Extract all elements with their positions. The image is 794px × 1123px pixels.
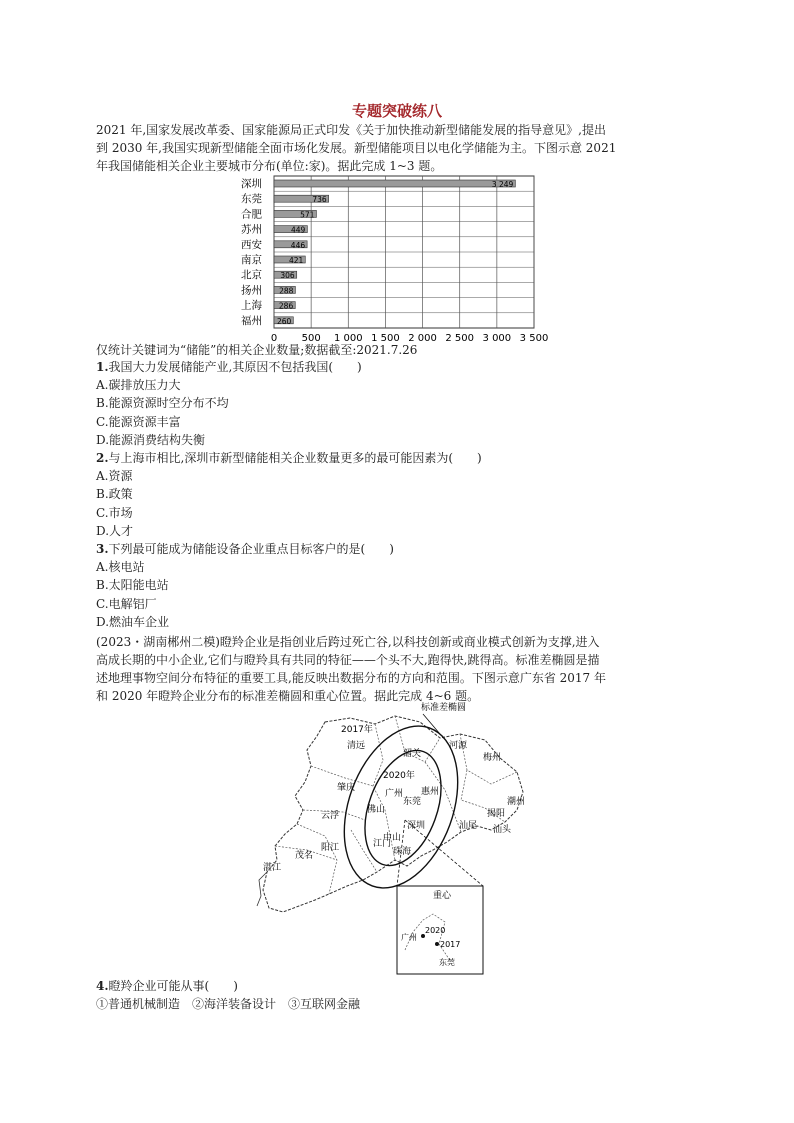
answer-option: C.能源资源丰富	[96, 414, 181, 429]
city-label: 茂名	[295, 851, 314, 861]
answer-option: D.能源消费结构失衡	[96, 432, 206, 447]
category-label: 西安	[241, 238, 262, 251]
inset-city-dongguan: 东莞	[439, 958, 455, 967]
city-label: 清远	[347, 741, 366, 751]
category-label: 苏州	[241, 223, 262, 236]
question-4-stem: 瞪羚企业可能从事( )	[108, 979, 238, 993]
answer-option: B.能源资源时空分布不均	[96, 396, 229, 411]
question-number: 1.	[96, 360, 109, 374]
bar-value-label: 306	[280, 271, 295, 281]
city-label: 东莞	[403, 797, 422, 807]
intro-paragraph-2-line-2: 高成长期的中小企业,它们与瞪羚具有共同的特征——个头不大,跑得快,跳得高。标准差椭圆是描	[96, 653, 600, 667]
city-label: 阳江	[321, 843, 340, 853]
city-label: 江门	[373, 839, 392, 849]
bar-value-label: 286	[278, 301, 294, 311]
city-label: 佛山	[367, 805, 386, 815]
ellipse-2017	[323, 710, 478, 903]
x-tick-label: 2 000	[408, 333, 437, 344]
city-label: 梅州	[483, 753, 502, 763]
answer-option: C.市场	[96, 505, 133, 520]
question-stem: 与上海市相比,深圳市新型储能相关企业数量更多的最可能因素为( )	[108, 451, 482, 466]
x-tick-label: 3 000	[482, 333, 512, 344]
x-tick-label: 500	[301, 333, 321, 344]
question-stem: 我国大力发展储能产业,其原因不包括我国( )	[108, 360, 362, 374]
city-label: 中山	[383, 833, 402, 843]
intro-paragraph-2-line-4: 和 2020 年瞪羚企业分布的标准差椭圆和重心位置。据此完成 4~6 题。	[96, 689, 480, 703]
question-4	[96, 977, 238, 995]
questions-1-3	[96, 358, 482, 631]
intro-paragraph-1-line-3: 年我国储能相关企业主要城市分布(单位:家)。据此完成 1~3 题。	[96, 159, 443, 173]
label-2020: 2020年	[383, 771, 415, 781]
answer-option: B.政策	[96, 487, 133, 502]
question-4-options: ①普通机械制造 ②海洋装备设计 ③互联网金融	[96, 997, 361, 1011]
answer-option: D.人才	[96, 523, 134, 538]
city-label: 汕尾	[459, 821, 478, 831]
bar-value-label: 449	[291, 225, 306, 235]
answer-option: D.燃油车企业	[96, 614, 170, 629]
x-tick-label: 0	[270, 333, 278, 344]
chart-note: 仅统计关键词为“储能”的相关企业数量;数据截至:2021.7.26	[96, 343, 418, 357]
question-4-number: 4.	[96, 979, 109, 993]
category-label: 北京	[241, 269, 262, 282]
x-tick-label: 1 500	[371, 333, 400, 344]
chart-category-labels	[241, 177, 262, 327]
inset-city-guangzhou: 广州	[401, 933, 417, 942]
x-tick-label: 2 500	[445, 333, 475, 344]
bar-value-label: 421	[288, 256, 304, 265]
guangdong-map	[255, 700, 555, 978]
city-label: 惠州	[421, 787, 440, 797]
category-label: 上海	[241, 299, 262, 312]
chart-bars	[274, 180, 515, 326]
x-tick-label: 3 500	[519, 333, 549, 344]
city-label: 云浮	[321, 811, 340, 821]
answer-option: A.资源	[96, 469, 133, 484]
answer-option: A.核电站	[96, 560, 145, 575]
intro-paragraph-1-line-1: 2021 年,国家发展改革委、国家能源局正式印发《关于加快推动新型储能发展的指导意见》,提出	[96, 123, 606, 137]
question-1	[96, 358, 482, 376]
intro-paragraph-1-line-2: 到 2030 年,我国实现新型储能全面市场化发展。新型储能项目以电化学储能为主。下图示意 2021	[96, 141, 617, 155]
answer-option: C.电解铝厂	[96, 596, 157, 611]
intro-paragraph-2-line-1: (2023・湖南郴州二模)瞪羚企业是指创业后跨过死亡谷,以科技创新或商业模式创新为支撑,进入	[96, 635, 600, 649]
bar-value-label: 260	[276, 316, 292, 326]
city-bar-chart	[240, 174, 550, 344]
category-label: 南京	[241, 254, 262, 266]
question-3	[96, 540, 482, 558]
city-label: 深圳	[407, 821, 426, 831]
province-outline	[263, 716, 526, 912]
bar	[274, 180, 515, 187]
category-label: 深圳	[241, 178, 262, 190]
category-label: 东莞	[241, 193, 262, 206]
label-2017: 2017年	[341, 725, 373, 735]
answer-option: A.碳排放压力大	[96, 378, 181, 393]
city-label: 韶关	[403, 749, 422, 759]
city-label: 肇庆	[337, 783, 356, 793]
city-label: 湛江	[263, 863, 282, 873]
internal-boundaries	[275, 716, 517, 894]
legend-title: 标准差椭圆	[421, 703, 467, 713]
city-label: 珠海	[393, 847, 412, 857]
page-title: 专题突破练八	[351, 102, 442, 120]
city-label: 汕头	[493, 825, 512, 835]
bar-value-label: 446	[290, 240, 306, 250]
inset-label-2017: 2017	[440, 940, 461, 949]
x-tick-label: 1 000	[333, 333, 363, 344]
question-number: 2.	[96, 451, 109, 466]
bar-value-label: 571	[300, 210, 315, 220]
inset-title: 重心	[433, 891, 452, 901]
city-label: 河源	[449, 741, 468, 751]
category-label: 扬州	[241, 284, 262, 297]
question-2	[96, 449, 482, 467]
question-stem: 下列最可能成为储能设备企业重点目标客户的是( )	[108, 542, 394, 557]
bar-value-label: 288	[279, 286, 294, 296]
intro-paragraph-2-line-3: 述地理事物空间分布特征的重要工具,能反映出数据分布的方向和范围。下图示意广东省 2017 年	[96, 671, 606, 685]
inset-label-2020: 2020	[425, 926, 446, 935]
city-label: 广州	[385, 789, 404, 799]
bar-value-label: 3 249	[491, 180, 514, 189]
city-label: 揭阳	[487, 809, 506, 819]
centroid-2017	[435, 942, 439, 946]
answer-option: B.太阳能电站	[96, 578, 169, 593]
question-number: 3.	[96, 542, 109, 557]
category-label: 合肥	[241, 208, 262, 221]
category-label: 福州	[241, 314, 262, 327]
bar-value-label: 736	[312, 195, 327, 205]
city-labels	[263, 739, 525, 873]
city-label: 潮州	[507, 797, 526, 807]
